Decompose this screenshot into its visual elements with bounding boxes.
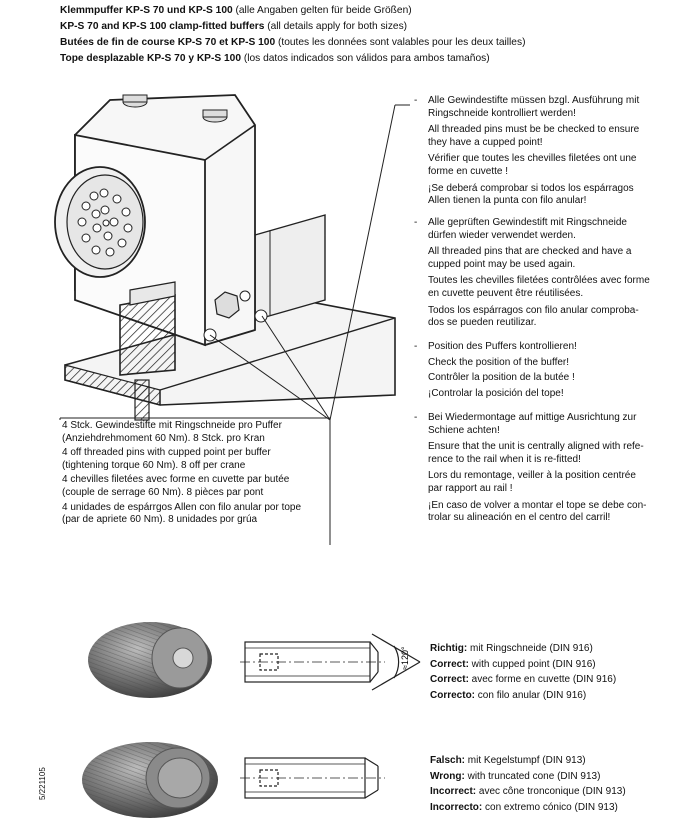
wrong-fr: Incorrect: avec cône tronconique (DIN 913) bbox=[430, 786, 626, 797]
truncated-cone-screw-photo bbox=[82, 742, 218, 818]
header-line-es: Tope desplazable KP-S 70 y KP-S 100 (los datos indicados son válidos para ambos tamaños) bbox=[60, 53, 490, 64]
note-4-en: Ensure that the unit is centrally aligned with refe- rence to the rail when it is re-fitted! bbox=[428, 441, 644, 465]
threaded-pin-caption bbox=[62, 420, 301, 529]
note-4-fr: Lors du remontage, veiller à la position centrée par rapport au rail ! bbox=[428, 470, 636, 494]
caption-fr: 4 chevilles filetées avec forme en cuvette par butée (couple de serrage 60 Nm). 8 pièces par pont bbox=[62, 474, 290, 498]
angle-label: ≈120° bbox=[400, 646, 410, 670]
note-3-fr: Contrôler la position de la butée ! bbox=[428, 372, 575, 384]
header-line-fr: Butées de fin de course KP-S 70 et KP-S 100 (toutes les données sont valables pour les deux tailles) bbox=[60, 37, 526, 48]
caption-en: 4 off threaded pins with cupped point per buffer (tightening torque 60 Nm). 8 off per crane bbox=[62, 447, 271, 471]
note-2-en: All threaded pins that are checked and have a cupped point may be used again. bbox=[428, 246, 632, 270]
caption-de: 4 Stck. Gewindestifte mit Ringschneide pro Puffer (Anziehdrehmoment 60 Nm). 8 Stck. pro Kran bbox=[62, 420, 282, 444]
note-1-es: ¡Se deberá comprobar si todos los espárragos Allen tienen la punta con filo anular! bbox=[428, 182, 634, 207]
wrong-label-block bbox=[430, 753, 626, 815]
note-3-en: Check the position of the buffer! bbox=[428, 356, 570, 368]
note-3-es: ¡Controlar la posición del tope! bbox=[428, 387, 564, 399]
correct-de: Richtig: mit Ringschneide (DIN 916) bbox=[430, 643, 593, 654]
correct-fr: Correct: avec forme en cuvette (DIN 916) bbox=[430, 674, 617, 685]
caption-es: 4 unidades de espárrgos Allen con filo anular por tope (par de apriete 60 Nm). 8 unidades por grúa bbox=[62, 501, 302, 526]
note-1-en: All threaded pins must be be checked to ensure they have a cupped point! bbox=[428, 124, 640, 148]
note-2-fr: Toutes les chevilles filetées contrôlées avec forme en cuvette peuvent être réutilisées. bbox=[428, 275, 650, 299]
cupped-point-screw-drawing bbox=[240, 634, 420, 690]
note-2-es: Todos los espárragos con filo anular comproba- dos se pueden reutilizar. bbox=[428, 304, 639, 329]
wrong-es: Incorrecto: con extremo cónico (DIN 913) bbox=[430, 801, 618, 813]
correct-es: Correcto: con filo anular (DIN 916) bbox=[430, 689, 587, 701]
note-1-de: Alle Gewindestifte müssen bzgl. Ausführung mit Ringschneide kontrolliert werden! bbox=[428, 95, 640, 119]
wrong-de: Falsch: mit Kegelstumpf (DIN 913) bbox=[430, 755, 586, 766]
note-2-de: Alle geprüften Gewindestift mit Ringschneide dürfen wieder verwendet werden. bbox=[428, 217, 627, 241]
note-4-de: Bei Wiedermontage auf mittige Ausrichtung zur Schiene achten! bbox=[428, 412, 637, 436]
note-1-fr: Vérifier que toutes les chevilles filetées ont une forme en cuvette ! bbox=[428, 153, 637, 177]
cupped-point-screw-photo bbox=[88, 622, 212, 698]
note-4-es: ¡En caso de volver a montar el tope se debe con- trolar su alineación en el centro del carril! bbox=[428, 499, 647, 524]
header-line-en: KP-S 70 and KP-S 100 clamp-fitted buffers (all details apply for both sizes) bbox=[60, 21, 408, 32]
correct-en: Correct: with cupped point (DIN 916) bbox=[430, 658, 596, 670]
wrong-en: Wrong: with truncated cone (DIN 913) bbox=[430, 770, 601, 782]
document-code: 5/221105 bbox=[38, 767, 47, 800]
header-line-de: Klemmpuffer KP-S 70 und KP-S 100 (alle Angaben gelten für beide Größen) bbox=[60, 5, 412, 16]
truncated-cone-screw-drawing bbox=[240, 758, 385, 798]
correct-label-block bbox=[430, 641, 616, 703]
note-3-de: Position des Puffers kontrollieren! bbox=[428, 341, 577, 352]
